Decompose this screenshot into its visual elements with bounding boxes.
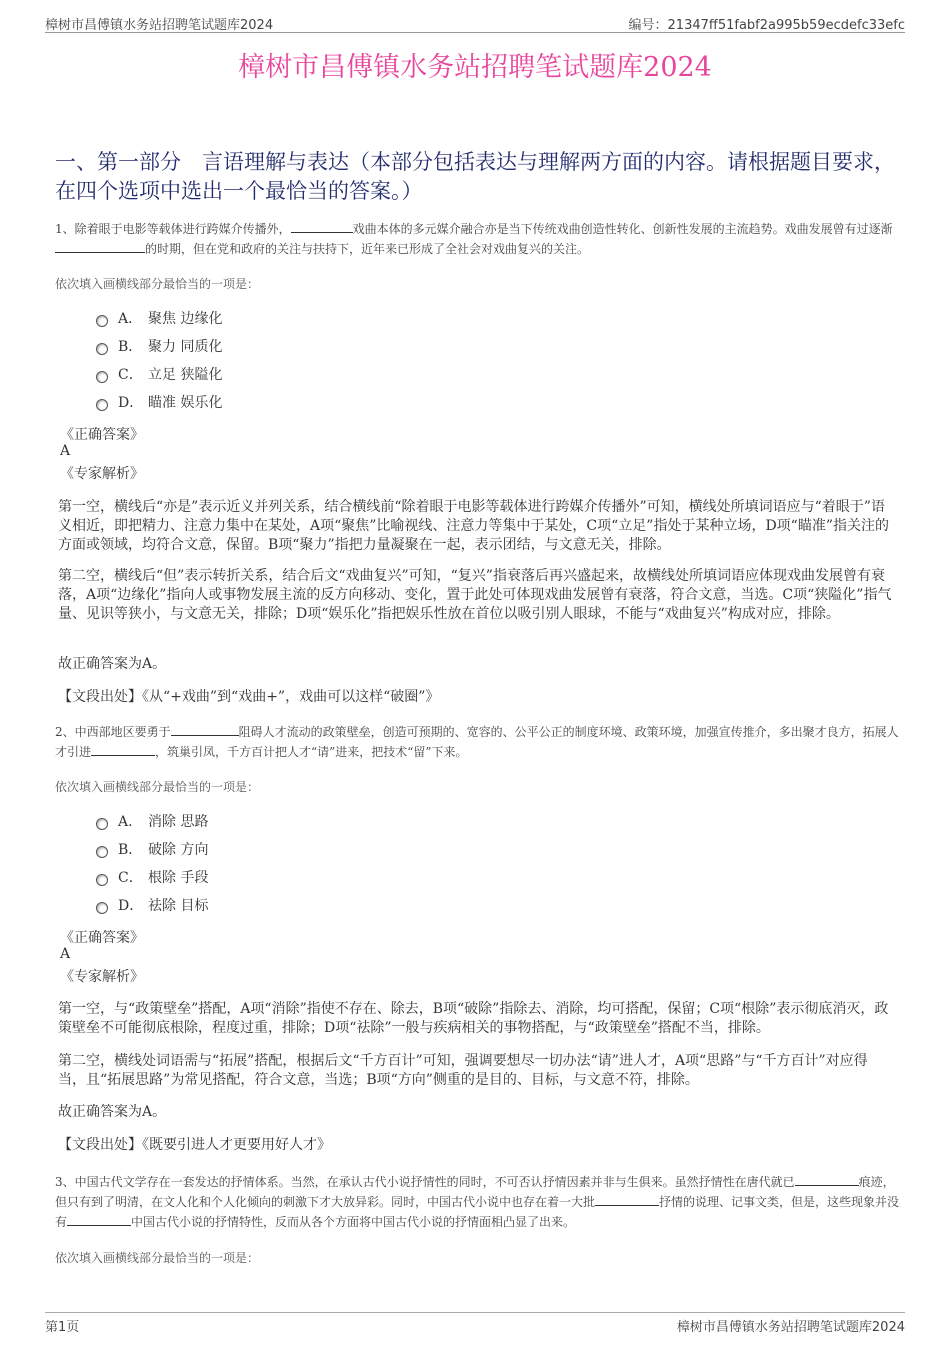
radio-icon[interactable] — [96, 818, 108, 830]
q1-answer-label: 《正确答案》 — [60, 427, 144, 443]
q1-text-3: 的时期，但在党和政府的关注与扶持下，近年来已形成了全社会对戏曲复兴的关注。 — [145, 242, 590, 256]
q1-prompt: 依次填入画横线部分最恰当的一项是： — [55, 277, 260, 291]
question-3 — [55, 1172, 900, 1232]
q3-text-4: 中国古代小说的抒情特性，反而从各个方面将中国古代小说的抒情面相凸显了出来。 — [131, 1215, 576, 1229]
option-letter: C． — [118, 367, 143, 383]
q2-analysis-2: 第二空，横线处词语需与“拓展”搭配，根据后文“千方百计”可知，强调要想尽一切办法“请”进人才，A项“思路”与“千方百计”对应得当，且“拓展思路”为常见搭配，符合文意，当选；B项“方向”侧重的是目的、目标，与文意不符，排除。 — [58, 1053, 868, 1088]
q3-text-2: 痕迹，但只有到了明清，在文人化和个人化倾向的刺激下才大放异彩。同时，中国古代小说中也存在着一大批 — [55, 1175, 895, 1209]
q1-option-c[interactable] — [96, 360, 222, 388]
blank — [91, 743, 155, 756]
section-heading: 一、第一部分 言语理解与表达（本部分包括表达与理解两方面的内容。请根据题目要求，在四个选项中选出一个最恰当的答案。） — [55, 150, 895, 203]
q2-option-d[interactable] — [96, 891, 208, 919]
blank — [171, 723, 239, 736]
q2-option-c[interactable] — [96, 863, 208, 891]
option-text: 消除 思路 — [148, 814, 209, 830]
q2-source: 【文段出处】《既要引进人才更要用好人才》 — [58, 1137, 331, 1153]
page-title: 樟树市昌傅镇水务站招聘笔试题库2024 — [238, 52, 712, 83]
q1-option-a[interactable] — [96, 304, 222, 332]
q1-options — [96, 304, 222, 416]
blank — [67, 1213, 131, 1226]
blank — [291, 220, 353, 233]
page-number: 第1页 — [45, 1320, 80, 1335]
blank — [595, 1193, 659, 1206]
q2-text-1: 2、中西部地区要勇于 — [55, 725, 171, 739]
q2-prompt: 依次填入画横线部分最恰当的一项是： — [55, 780, 260, 794]
option-text: 立足 狭隘化 — [148, 367, 223, 383]
q3-text-3: 抒情的说理、记事文类，但是，这些现象并没有 — [55, 1195, 900, 1229]
q1-source: 【文段出处】《从“+戏曲”到“戏曲+”，戏曲可以这样“破圈”》 — [58, 689, 440, 705]
q1-analysis-2: 第二空，横线后“但”表示转折关系，结合后文“戏曲复兴”可知，“复兴”指衰落后再兴盛起来，故横线处所填词语应体现戏曲发展曾有衰落，A项“边缘化”指向人或事物发展主流的反方向移动、变化，置于此处可体现戏曲发展曾有衰落，符合文意，当选。C项“狭隘化”指气量、见识等狭小，与文意无关，排除；D项“娱乐化”指把娱乐性放在首位以吸引别人眼球，不能与“戏曲复兴”构成对应，排除。 — [58, 568, 892, 622]
page-header — [45, 12, 905, 33]
option-letter: D． — [118, 395, 144, 411]
option-text: 祛除 目标 — [148, 898, 209, 914]
q1-analysis-1: 第一空，横线后“亦是”表示近义并列关系，结合横线前“除着眼于电影等载体进行跨媒介传播外”可知，横线处所填词语应与“着眼于”语义相近，即把精力、注意力集中在某处，A项“聚焦”比喻视线、注意力等集中于某处，C项“立足”指处于某种立场，D项“瞄准”指关注的方面或领域，均符合文意，保留。B项“聚力”指把力量凝聚在一起，表示团结，与文意无关，排除。 — [58, 499, 889, 553]
radio-icon[interactable] — [96, 371, 108, 383]
option-text: 瞄准 娱乐化 — [148, 395, 223, 411]
q2-option-a[interactable] — [96, 807, 208, 835]
option-text: 根除 手段 — [148, 870, 209, 886]
blank — [795, 1173, 859, 1186]
q2-text-2: 阻碍人才流动的政策壁垒，创造可预期的、宽容的、公平公正的制度环境、政策环境，加强宣传推介，多出聚才良方，拓展人才引进 — [55, 725, 899, 759]
q1-option-d[interactable] — [96, 388, 222, 416]
header-title: 樟树市昌傅镇水务站招聘笔试题库2024 — [45, 18, 274, 33]
question-2 — [55, 722, 900, 762]
radio-icon[interactable] — [96, 399, 108, 411]
radio-icon[interactable] — [96, 874, 108, 886]
q1-answer: A — [60, 443, 71, 459]
radio-icon[interactable] — [96, 846, 108, 858]
q3-text-1: 3、中国古代文学存在一套发达的抒情体系。当然，在承认古代小说抒情性的同时，不可否认抒情因素并非与生俱来。虽然抒情性在唐代就已 — [55, 1175, 795, 1189]
option-text: 聚焦 边缘化 — [148, 311, 223, 327]
blank — [55, 240, 145, 253]
q1-text-1: 1、除着眼于电影等载体进行跨媒介传播外， — [55, 222, 291, 236]
q2-option-b[interactable] — [96, 835, 208, 863]
radio-icon[interactable] — [96, 343, 108, 355]
option-letter: A． — [118, 814, 143, 830]
question-1 — [55, 219, 900, 259]
option-letter: D． — [118, 898, 144, 914]
header-serial: 编号：21347ff51fabf2a995b59ecdefc33efc — [628, 18, 905, 33]
option-text: 聚力 同质化 — [148, 339, 223, 355]
footer-title: 樟树市昌傅镇水务站招聘笔试题库2024 — [676, 1320, 905, 1335]
q1-text-2: 戏曲本体的多元媒介融合亦是当下传统戏曲创造性转化、创新性发展的主流趋势。戏曲发展曾有过逐渐 — [352, 222, 893, 236]
q2-answer-label: 《正确答案》 — [60, 930, 144, 946]
option-letter: C． — [118, 870, 143, 886]
option-text: 破除 方向 — [148, 842, 209, 858]
q2-answer: A — [60, 946, 71, 962]
q1-option-b[interactable] — [96, 332, 222, 360]
q3-prompt: 依次填入画横线部分最恰当的一项是： — [55, 1251, 260, 1265]
q2-analysis-label: 《专家解析》 — [60, 969, 144, 985]
page-footer — [45, 1312, 905, 1335]
q2-conclusion: 故正确答案为A。 — [58, 1104, 167, 1120]
option-letter: B． — [118, 842, 143, 858]
q1-analysis-label: 《专家解析》 — [60, 466, 144, 482]
radio-icon[interactable] — [96, 902, 108, 914]
q2-analysis-1: 第一空，与“政策壁垒”搭配，A项“消除”指使不存在、除去，B项“破除”指除去、消除，均可搭配，保留；C项“根除”表示彻底消灭，政策壁垒不可能彻底根除，程度过重，排除；D项“祛除”一般与疾病相关的事物搭配，与“政策壁垒”搭配不当，排除。 — [58, 1001, 889, 1036]
q2-options — [96, 807, 208, 919]
q1-conclusion: 故正确答案为A。 — [58, 656, 167, 672]
q2-text-3: ，筑巢引凤，千方百计把人才“请”进来，把技术“留”下来。 — [155, 745, 468, 759]
radio-icon[interactable] — [96, 315, 108, 327]
option-letter: B． — [118, 339, 143, 355]
option-letter: A． — [118, 311, 143, 327]
